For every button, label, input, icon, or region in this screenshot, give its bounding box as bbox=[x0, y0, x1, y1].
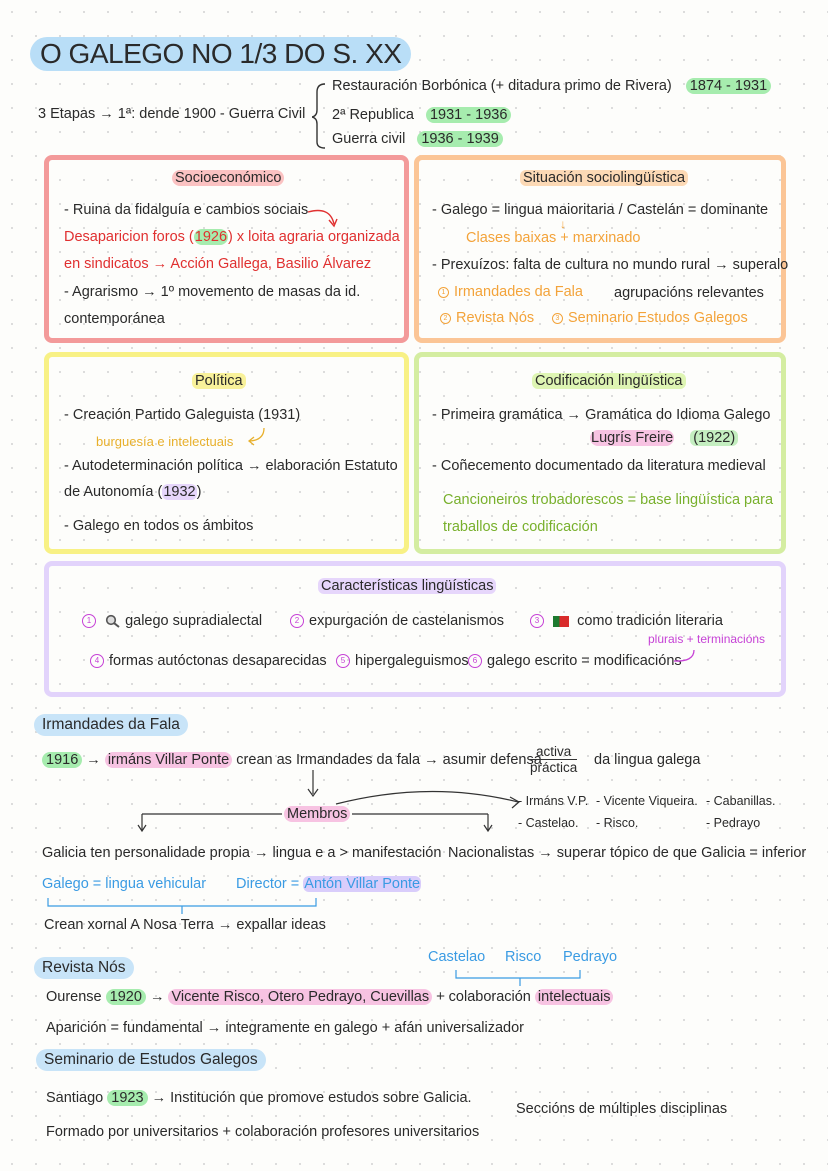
revista-nos-heading: Revista Nós bbox=[34, 957, 134, 979]
stages-bracket bbox=[312, 80, 328, 152]
codi-line-4: Cancioneiros trobadorescos = base lingüística para bbox=[443, 492, 774, 508]
cara-item-2: 2 expurgación de castelanismos bbox=[290, 613, 504, 629]
sem-line-1: Santiago 1923 → Institución que promove estudos sobre Galicia. bbox=[46, 1090, 472, 1106]
socio-line-5: contemporánea bbox=[64, 311, 165, 327]
membros-label: Membros bbox=[284, 806, 350, 822]
irm-tail: da lingua galega bbox=[594, 752, 701, 768]
search-icon bbox=[105, 614, 121, 628]
member-2: - Vicente Viqueira. bbox=[596, 794, 698, 808]
member-1: - Irmáns V.P. bbox=[518, 794, 589, 808]
nos-top-1: Castelao bbox=[428, 949, 486, 965]
stage-2-dates: 1931 - 1936 bbox=[426, 107, 511, 123]
socio-title: Socioeconómico bbox=[172, 170, 284, 186]
down-arrow-icon: ↓ bbox=[560, 217, 566, 231]
poli-line-4: de Autonomía (1932) bbox=[64, 484, 202, 500]
stage-3-dates: 1936 - 1939 bbox=[417, 131, 502, 147]
poli-line-5: - Galego en todos os ámbitos bbox=[64, 518, 254, 534]
member-4: - Castelao. bbox=[518, 816, 579, 830]
situ-title: Situación sociolingüística bbox=[520, 170, 688, 186]
hook-arrow-icon bbox=[246, 426, 268, 446]
cara-item-6: 6 galego escrito = modificacións bbox=[468, 653, 682, 669]
stage-2: 2ª Republica 1931 - 1936 bbox=[332, 107, 511, 123]
irm-galicia: Galicia ten personalidade propia → lingua e a > manifestación bbox=[42, 845, 442, 861]
cara-item-3: 3 como tradición literaria bbox=[530, 613, 723, 629]
codi-line-3: - Coñecemento documentado da literatura medieval bbox=[432, 458, 766, 474]
membros-connectors bbox=[130, 768, 550, 838]
cara-item-4: 4 formas autóctonas desaparecidas bbox=[90, 653, 327, 669]
situ-line-2: Clases baixas + marxinado bbox=[466, 230, 641, 246]
situ-line-1: - Galego = lingua maioritaria / Castelán = dominante bbox=[432, 202, 769, 218]
nos-line-2: Aparición = fundamental → integramente en galego + afán universalizador bbox=[46, 1020, 524, 1036]
codi-title: Codificación lingüística bbox=[532, 373, 686, 389]
nos-line-1: Ourense 1920 → Vicente Risco, Otero Pedrayo, Cuevillas + colaboración intelectuais bbox=[46, 989, 613, 1005]
poli-line-3: - Autodeterminación política → elaboración Estatuto bbox=[64, 458, 398, 474]
nos-top-3: Pedrayo bbox=[563, 949, 618, 965]
poli-title: Política bbox=[192, 373, 246, 389]
situ-item-3: 3 Seminario Estudos Galegos bbox=[552, 310, 748, 326]
socio-line-1: - Ruina da fidalguía e cambios sociais bbox=[64, 202, 309, 218]
sem-side: Seccións de múltiples disciplinas bbox=[516, 1101, 728, 1117]
stages-text: 3 Etapas → 1ª: dende 1900 - Guerra Civil bbox=[38, 106, 306, 122]
socio-line-4: - Agrarismo → 1º movemento de masas da id. bbox=[64, 284, 361, 300]
nos-bracket bbox=[450, 966, 590, 988]
poli-line-2: burguesía e intelectuais bbox=[96, 434, 234, 449]
irmandades-heading: Irmandades da Fala bbox=[34, 714, 188, 736]
nos-top-2: Risco bbox=[505, 949, 542, 965]
stage-1: Restauración Borbónica (+ ditadura primo de Rivera) 1874 - 1931 bbox=[332, 78, 771, 94]
situ-relevant: agrupacións relevantes bbox=[614, 285, 764, 301]
socio-line-2: Desaparicion foros (1926) x loita agraria organizada bbox=[64, 229, 400, 245]
member-6: - Pedrayo bbox=[706, 816, 761, 830]
page-title: O GALEGO NO 1/3 DO S. XX bbox=[30, 37, 411, 71]
portugal-flag-icon bbox=[553, 616, 569, 627]
member-3: - Cabanillas. bbox=[706, 794, 776, 808]
seminario-heading: Seminario de Estudos Galegos bbox=[36, 1049, 266, 1071]
cara-title: Características lingüísticas bbox=[318, 578, 496, 594]
stage-1-dates: 1874 - 1931 bbox=[686, 78, 771, 94]
cara-item-5: 5 hipergaleguismos bbox=[336, 653, 469, 669]
irm-line-1: 1916 → irmáns Villar Ponte crean as Irmandades da fala → asumir defensa bbox=[42, 752, 542, 768]
irm-director: Director = Antón Villar Ponte bbox=[236, 876, 421, 892]
fraction: activa práctica bbox=[530, 744, 578, 775]
situ-line-3: - Prexuízos: falta de cultura no mundo rural → superalo bbox=[432, 257, 789, 273]
note-arrow-icon bbox=[670, 648, 700, 668]
situ-item-1: 1 Irmandades da Fala bbox=[438, 284, 583, 300]
codi-line-5: traballos de codificación bbox=[443, 519, 598, 535]
curved-arrow-icon bbox=[306, 206, 340, 230]
vehicular-bracket bbox=[44, 896, 324, 916]
situ-item-2: 2 Revista Nós bbox=[440, 310, 534, 326]
cara-item-1: 1 galego supradialectal bbox=[82, 613, 262, 629]
cara-note: plurais + terminacións bbox=[648, 632, 766, 646]
member-5: - Risco. bbox=[596, 816, 639, 830]
irm-nacionalistas: Nacionalistas → superar tópico de que Galicia = inferior bbox=[448, 845, 807, 861]
sem-line-2: Formado por universitarios + colaboración profesores universitarios bbox=[46, 1124, 480, 1140]
irm-vehicular: Galego = lingua vehicular bbox=[42, 876, 207, 892]
stage-3: Guerra civil 1936 - 1939 bbox=[332, 131, 503, 147]
codi-line-1: - Primeira gramática → Gramática do Idioma Galego bbox=[432, 407, 771, 423]
irm-xornal: Crean xornal A Nosa Terra → expallar ideas bbox=[44, 917, 326, 933]
poli-line-1: - Creación Partido Galeguista (1931) bbox=[64, 407, 301, 423]
codi-line-2: Lugrís Freire (1922) bbox=[590, 430, 738, 446]
socio-line-3: en sindicatos → Acción Gallega, Basilio Álvarez bbox=[64, 256, 372, 272]
